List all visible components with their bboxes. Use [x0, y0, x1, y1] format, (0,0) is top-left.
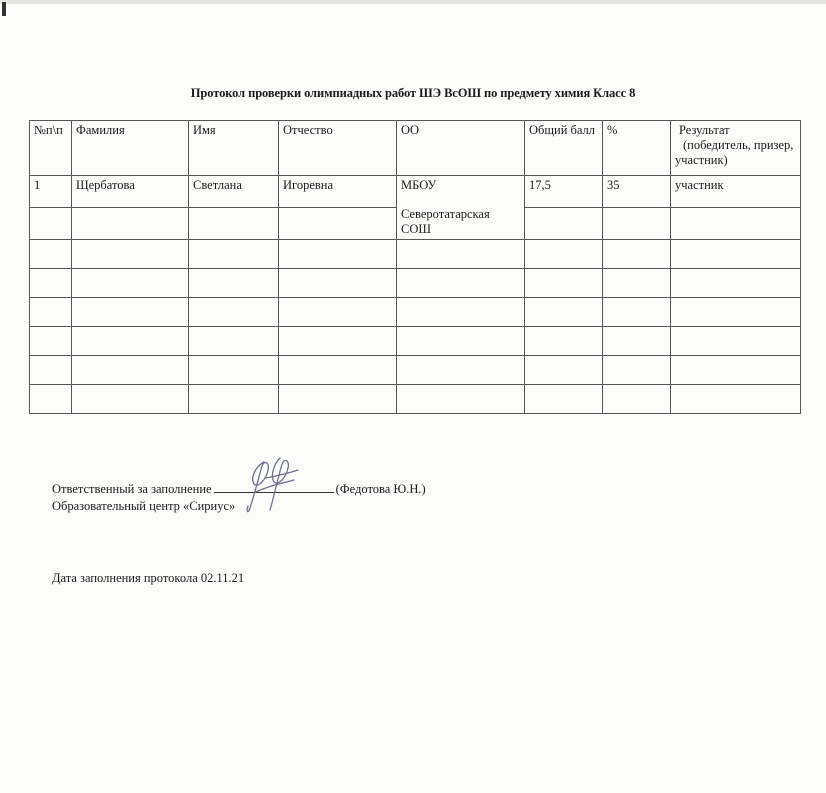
handwritten-signature: [236, 452, 306, 518]
cell-result: участник: [671, 176, 801, 208]
table-row-empty: [30, 269, 801, 298]
table-row-empty: [30, 240, 801, 269]
cell-org: [397, 176, 525, 240]
header-result-line-2: (победитель, призер,: [683, 138, 794, 152]
cell-patronymic: Игоревна: [279, 176, 397, 208]
header-result-line-3: участник): [675, 153, 728, 167]
header-name: Имя: [189, 121, 279, 176]
cell-percent: 35: [603, 176, 671, 208]
date-line: Дата заполнения протокола 02.11.21: [52, 571, 245, 585]
organization-line: Образовательный центр «Сириус»: [52, 499, 236, 513]
cell-surname: Щербатова: [72, 176, 189, 208]
header-org: ОО: [397, 121, 525, 176]
table-row-empty: [30, 298, 801, 327]
cell-org-line-1: МБОУ: [401, 178, 437, 192]
cell-name: Светлана: [189, 176, 279, 208]
table-row-empty: [30, 327, 801, 356]
cell-score: 17,5: [525, 176, 603, 208]
header-result: [671, 121, 801, 176]
page-title: Протокол проверки олимпиадных работ ШЭ ВсОШ по предмету химия Класс 8: [190, 86, 636, 100]
scan-corner-mark: [2, 2, 6, 16]
header-percent: %: [603, 121, 671, 176]
header-num: №п\п: [30, 121, 72, 176]
table-header-row: [30, 121, 801, 176]
responsible-label: Ответственный за заполнение: [52, 482, 212, 496]
table-row: [30, 176, 801, 208]
header-score: Общий балл: [525, 121, 603, 176]
header-result-line-1: Результат: [679, 123, 730, 137]
table-row-empty: [30, 385, 801, 414]
cell-num: 1: [30, 176, 72, 208]
header-surname: Фамилия: [72, 121, 189, 176]
protocol-table: [29, 120, 801, 414]
page-top-edge: [0, 0, 826, 4]
responsible-name: (Федотова Ю.Н.): [335, 482, 426, 496]
header-patronymic: Отчество: [279, 121, 397, 176]
table-row-empty: [30, 356, 801, 385]
cell-org-line-2: Северотатарская СОШ: [401, 207, 490, 236]
